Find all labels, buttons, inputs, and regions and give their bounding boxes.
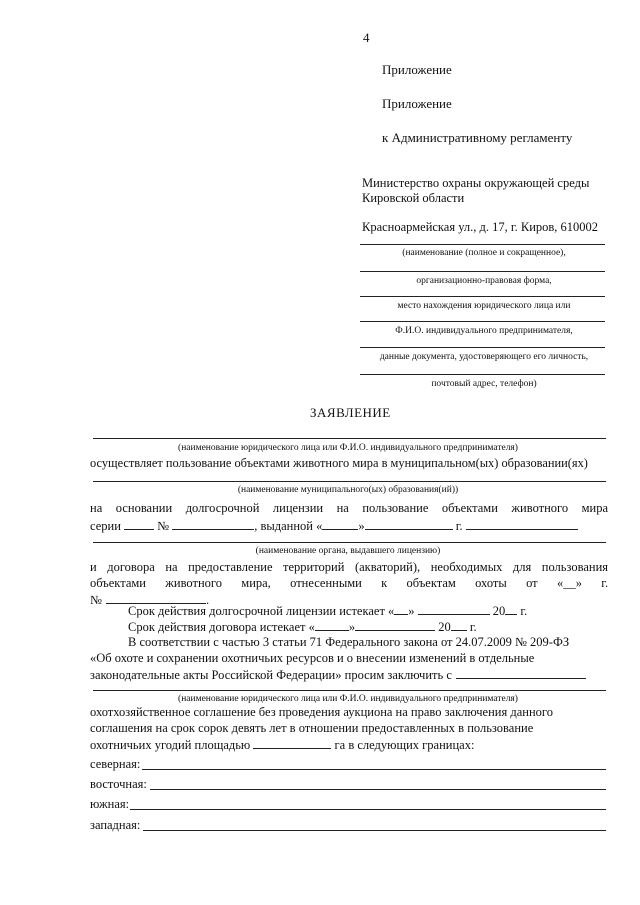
area-field[interactable] bbox=[253, 737, 331, 749]
law-reference-line-3: законодательные акты Российской Федерации» просим заключить с bbox=[90, 667, 586, 683]
municipality-caption: (наименование муниципального(ых) образования(ий)) bbox=[237, 485, 459, 495]
law-reference-line-1: В соответствии с частью 3 статьи 71 Федерального закона от 24.07.2009 № 209-ФЗ bbox=[128, 635, 570, 649]
agreement-line-1: охотхозяйственное соглашение без проведения аукциона на право заключения данного bbox=[90, 705, 553, 719]
license-issue-month-field[interactable] bbox=[365, 518, 453, 530]
license-expiry-line: Срок действия долгосрочной лицензии истекает « » 20 г. bbox=[128, 604, 528, 618]
appendix-label-1: Приложение bbox=[382, 62, 452, 77]
law-reference-line-2: «Об охоте и сохранении охотничьих ресурсов и о внесении изменений в отдельные bbox=[90, 651, 535, 665]
boundary-east-field[interactable] bbox=[150, 789, 606, 790]
license-expiry-year-field[interactable] bbox=[505, 603, 517, 615]
applicant-field-line-6[interactable] bbox=[360, 374, 605, 375]
applicant-caption-2: организационно-правовая форма, bbox=[416, 276, 552, 286]
boundary-north-field[interactable] bbox=[142, 769, 606, 770]
applicant-field-line-5[interactable] bbox=[360, 347, 605, 348]
license-basis-line: на основании долгосрочной лицензии на пользование объектами животного мира bbox=[90, 501, 609, 515]
applicant-field-line-4[interactable] bbox=[360, 321, 605, 322]
page-number: 4 bbox=[363, 30, 370, 45]
license-issue-day-field[interactable] bbox=[322, 518, 358, 530]
ministry-address: Красноармейская ул., д. 17, г. Киров, 610002 bbox=[362, 220, 599, 234]
document-title: ЗАЯВЛЕНИЕ bbox=[310, 405, 391, 420]
applicant-caption-5: данные документа, удостоверяющего его личность, bbox=[379, 352, 589, 362]
license-details-line: серии № , выданной « » г. bbox=[90, 518, 578, 534]
contract-expiry-line: Срок действия договора истекает « » 20 г. bbox=[128, 620, 477, 634]
applicant-field-line-3[interactable] bbox=[360, 296, 605, 297]
contract-line-1: и договора на предоставление территорий (акваторий), необходимых для пользования bbox=[90, 560, 609, 574]
appendix-regulation: к Административному регламенту bbox=[382, 130, 573, 145]
boundary-south-label: южная: bbox=[90, 797, 130, 811]
boundary-west-label: западная: bbox=[90, 818, 141, 832]
authority-line[interactable] bbox=[93, 542, 606, 543]
agreement-line-3: охотничьих угодий площадью га в следующих границах: bbox=[90, 738, 475, 752]
entity-name-caption: (наименование юридического лица или Ф.И.О. индивидуального предпринимателя) bbox=[178, 443, 518, 453]
entity-name-line-2[interactable] bbox=[93, 690, 606, 691]
applicant-caption-1: (наименование (полное и сокращенное), bbox=[402, 248, 566, 258]
license-expiry-month-field[interactable] bbox=[418, 603, 490, 615]
contract-expiry-month-field[interactable] bbox=[355, 619, 435, 631]
boundary-north-label: северная: bbox=[90, 757, 141, 771]
contract-line-2: объектами животного мира, отнесенными к объектам охоты от «__» г. bbox=[90, 576, 609, 590]
license-extra-field[interactable] bbox=[466, 518, 578, 530]
applicant-caption-6: почтовый адрес, телефон) bbox=[431, 379, 537, 389]
contract-expiry-day-field[interactable] bbox=[315, 619, 349, 631]
boundary-west-field[interactable] bbox=[143, 830, 606, 831]
applicant-field-line-1[interactable] bbox=[360, 244, 605, 245]
license-series-field[interactable] bbox=[124, 518, 154, 530]
municipality-line[interactable] bbox=[93, 481, 606, 482]
license-number-field[interactable] bbox=[172, 518, 254, 530]
entity-name-line[interactable] bbox=[93, 438, 606, 439]
agreement-line-2: соглашения на срок сорок девять лет в отношении предоставленных в пользование bbox=[90, 721, 534, 735]
authority-caption: (наименование органа, выдавшего лицензию) bbox=[255, 546, 441, 556]
ministry-name-line2: Кировской области bbox=[362, 191, 465, 205]
applicant-field-line-2[interactable] bbox=[360, 271, 605, 272]
ministry-name-line1: Министерство охраны окружающей среды bbox=[362, 176, 590, 190]
uses-wildlife-text: осуществляет пользование объектами животного мира в муниципальном(ых) образовании(ях) bbox=[90, 456, 588, 470]
license-expiry-day-field[interactable] bbox=[394, 603, 408, 615]
applicant-caption-4: Ф.И.О. индивидуального предпринимателя, bbox=[395, 326, 573, 336]
contract-number-line: № . bbox=[90, 593, 210, 607]
applicant-caption-3: место нахождения юридического лица или bbox=[397, 301, 571, 311]
entity-name-caption-2: (наименование юридического лица или Ф.И.О. индивидуального предпринимателя) bbox=[178, 694, 518, 704]
appendix-label-2: Приложение bbox=[382, 96, 452, 111]
boundary-east-label: восточная: bbox=[90, 777, 147, 791]
counterparty-field[interactable] bbox=[456, 667, 586, 679]
contract-expiry-year-field[interactable] bbox=[451, 619, 467, 631]
boundary-south-field[interactable] bbox=[130, 809, 606, 810]
